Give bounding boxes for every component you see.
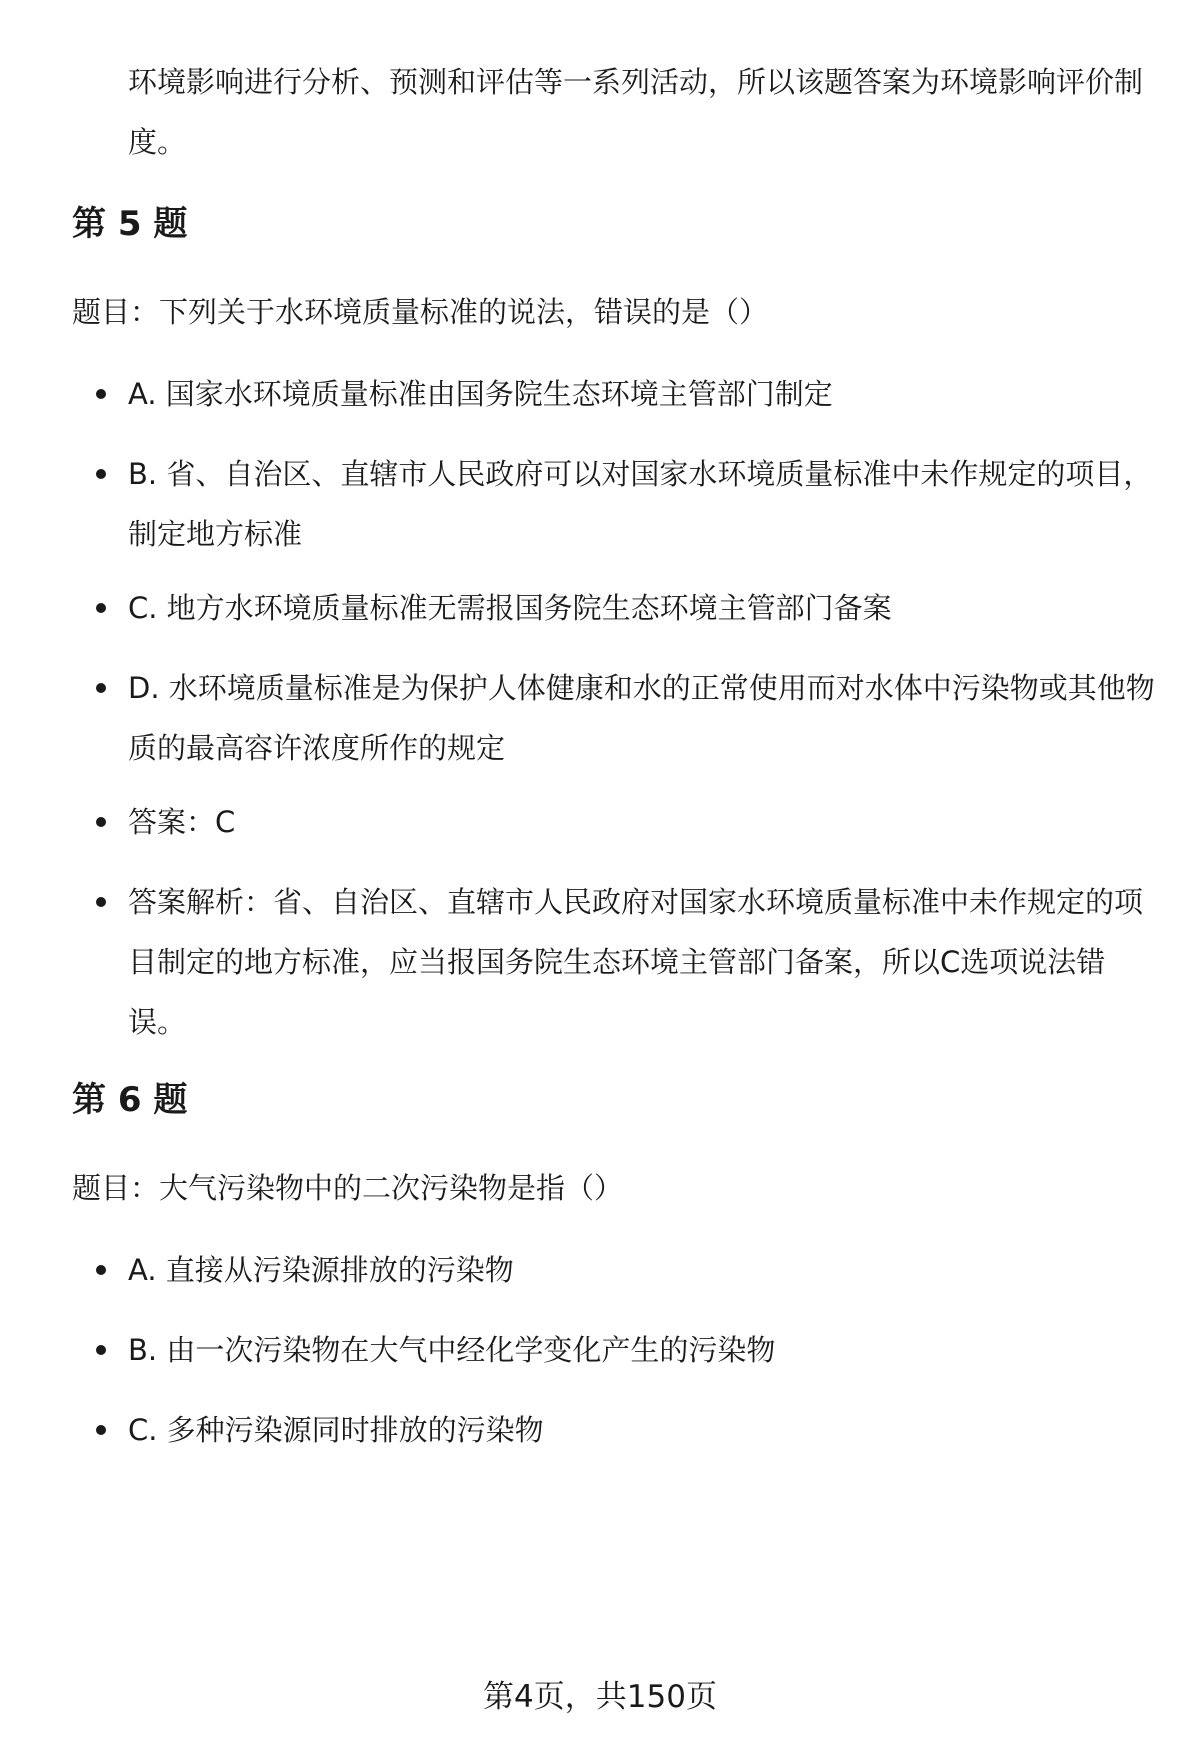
bullet-icon [96,683,106,693]
question-6-option-b [96,1320,1156,1380]
question-6-heading: 第 6 题 [72,1080,188,1120]
question-5-option-b [96,444,1156,564]
bullet-icon [96,1265,106,1275]
explanation-text: 答案解析：省、自治区、直辖市人民政府对国家水环境质量标准中未作规定的项目制定的地方标准，应当报国务院生态环境主管部门备案，所以C选项说法错误。 [128,885,1144,1039]
bullet-icon [96,817,106,827]
bullet-icon [96,1345,106,1355]
continuation-paragraph: 环境影响进行分析、预测和评估等一系列活动，所以该题答案为环境影响评价制度。 [128,65,1144,159]
question-5-text: 题目：下列关于水环境质量标准的说法，错误的是（） [72,295,769,329]
question-6-option-a [96,1240,1156,1300]
question-5-answer [96,792,1156,852]
bullet-icon [96,389,106,399]
option-text: C. 地方水环境质量标准无需报国务院生态环境主管部门备案 [128,591,892,625]
bullet-icon [96,897,106,907]
bullet-icon [96,603,106,613]
option-text: D. 水环境质量标准是为保护人体健康和水的正常使用而对水体中污染物或其他物质的最高容许浓度所作的规定 [128,671,1155,765]
question-6-option-c [96,1400,1156,1460]
bullet-icon [96,469,106,479]
option-text: C. 多种污染源同时排放的污染物 [128,1413,544,1447]
option-text: A. 直接从污染源排放的污染物 [128,1253,514,1287]
question-5-option-d [96,658,1156,778]
answer-text: 答案：C [128,805,236,839]
option-text: B. 由一次污染物在大气中经化学变化产生的污染物 [128,1333,776,1367]
question-5-heading: 第 5 题 [72,204,188,244]
option-text: A. 国家水环境质量标准由国务院生态环境主管部门制定 [128,377,833,411]
question-5-option-a [96,364,1156,424]
question-5-option-c [96,578,1156,638]
option-text: B. 省、自治区、直辖市人民政府可以对国家水环境质量标准中未作规定的项目，制定地方标准 [128,457,1153,551]
question-6-text: 题目：大气污染物中的二次污染物是指（） [72,1171,624,1205]
bullet-icon [96,1425,106,1435]
page-number: 第4页，共150页 [483,1679,717,1715]
question-5-explanation [96,872,1156,1052]
